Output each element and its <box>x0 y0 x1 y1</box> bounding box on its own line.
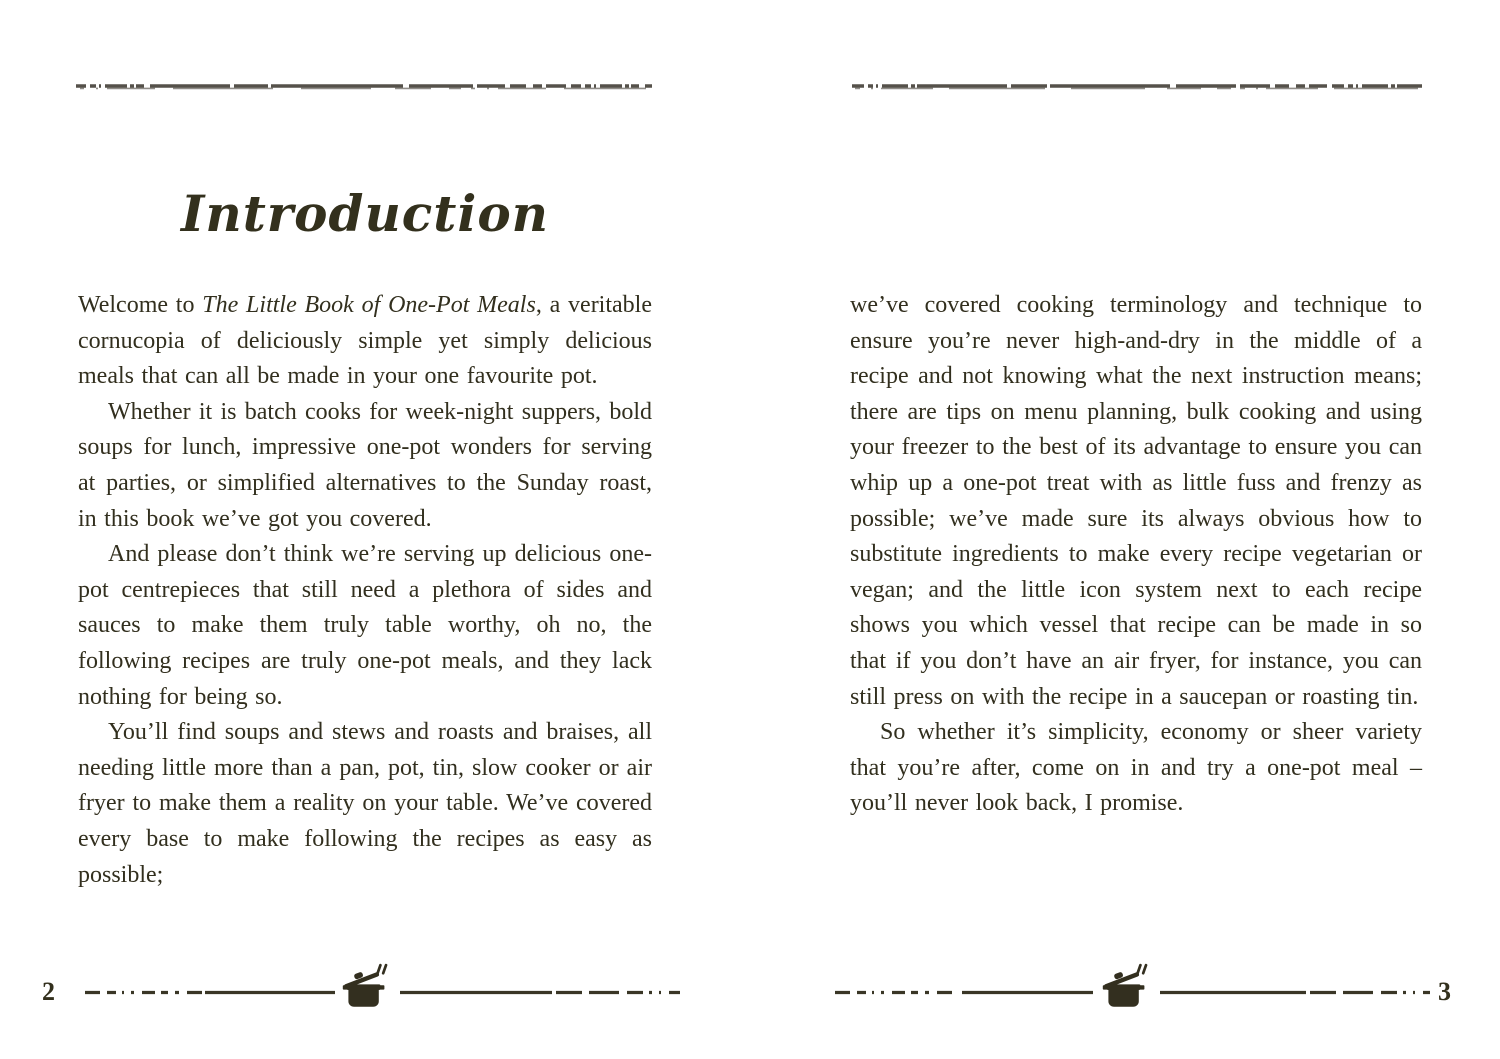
intro-paragraph-5: we’ve covered cooking terminology and technique to ensure you’re never high-and-dry in the middle of a recipe and not knowing what the next instruction means; there are tips on menu planning, bulk cooking and using your freezer to the best of its advantage to ensure you can whip up a one-pot treat with as little fuss and frenzy as possible; we’ve made sure its always obvious how to substitute ingredients to make every recipe vegetarian or vegan; and the little icon system next to each recipe shows you which vessel that recipe can be made in so that if you don’t have an air fryer, for instance, you can still press on with the recipe in a saucepan or roasting tin. <box>850 292 1422 710</box>
left-page-body <box>78 288 652 893</box>
footer-rule <box>835 990 1093 995</box>
page-number: 3 <box>1438 977 1451 1006</box>
intro-paragraph-1 <box>78 288 652 395</box>
paragraph-text: , a veritable cornucopia of deliciously simple yet simply delicious meals that can all be made in your one favourite pot. <box>78 292 652 390</box>
footer-rule <box>85 990 335 995</box>
intro-paragraph-3: And please don’t think we’re serving up delicious one-pot centrepieces that still need a plethora of sides and sauces to make them truly table worthy, oh no, the following recipes are truly one-pot meals, and they lack nothing for being so. <box>78 541 652 710</box>
top-rule-distressed <box>76 82 652 92</box>
chapter-title: Introduction <box>180 184 550 243</box>
book-title-italic: The Little Book of One-Pot Meals <box>202 292 536 318</box>
page-number: 2 <box>42 977 55 1006</box>
footer-rule <box>1160 990 1430 995</box>
footer-right <box>750 955 1500 1025</box>
page-right <box>750 0 1500 1059</box>
top-rule-distressed <box>852 82 1422 92</box>
paragraph-text: Welcome to <box>78 292 203 318</box>
right-page-body <box>850 288 1422 822</box>
cooking-pot-icon <box>338 957 394 1015</box>
footer-rule <box>400 990 680 995</box>
intro-paragraph-2: Whether it is batch cooks for week-night suppers, bold soups for lunch, impressive one-pot wonders for serving at parties, or simplified alternatives to the Sunday roast, in this book we’ve got you covered. <box>78 398 652 532</box>
footer-left <box>0 955 750 1025</box>
intro-paragraph-6: So whether it’s simplicity, economy or sheer variety that you’re after, come on in and try a one-pot meal – you’ll never look back, I promise. <box>850 719 1422 817</box>
intro-paragraph-4: You’ll find soups and stews and roasts and braises, all needing little more than a pan, pot, tin, slow cooker or air fryer to make them a reality on your table. We’ve covered every base to make following the recipes as easy as possible; <box>78 719 652 888</box>
cooking-pot-icon <box>1098 957 1154 1015</box>
